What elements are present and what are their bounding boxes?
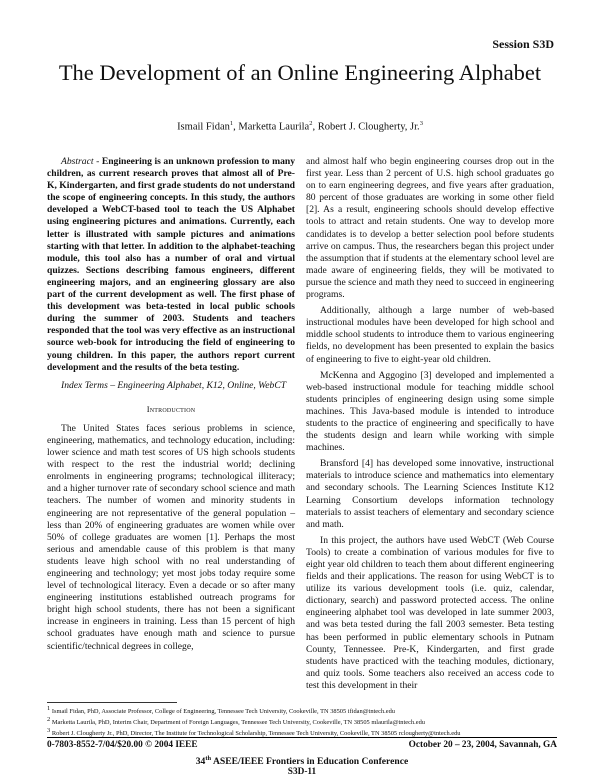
author-line: Ismail Fidan$^1$, Marketta Laurila$^2$, Robert J. Clougherty, Jr.$^3$: [177, 120, 423, 133]
page-number: S3D-11: [287, 767, 317, 778]
footnote-text: Marketta Laurila, PhD, Interim Chair, Department of Foreign Languages, Tennessee Tech University, Cookeville, TN 38505 mlaurila@tntech.edu: [51, 718, 425, 726]
footnote-text: Ismail Fidan, PhD, Associate Professor, College of Engineering, Tennessee Tech University, Cookeville, TN 38505 ifidan@tntech.edu: [51, 708, 395, 716]
conference-ordinal: 34: [195, 756, 206, 768]
footnote: [47, 716, 557, 727]
footnote: [47, 727, 557, 738]
index-terms: Index Terms – Engineering Alphabet, K12, Online, WebCT: [61, 379, 287, 391]
body-paragraph: and almost half who begin engineering courses drop out in the first year. Less than 2 percent of U.S. high school graduates go on to earn engineering degrees, and five years after graduation, 80 percent of those graduates are working in some other field [2]. As a result, engineering schools should develop effective tools to attract and retain students. One way to develop more candidates is to develop a better selection pool before students arrive on campus. Thus, the researchers began this project under the assumption that if students at the elementary school level are made aware of engineering fields, they will be motivated to pursue the science and math they need to succeed in engineering programs.: [306, 156, 554, 301]
paper-title: The Development of an Online Engineering Alphabet: [58, 60, 542, 85]
abstract-separator: -: [93, 156, 102, 167]
footnote-mark: 3: [47, 726, 51, 734]
author-name: Ismail Fidan: [177, 121, 230, 133]
conference-ordinal-suffix: th: [205, 755, 212, 762]
conference-dates: October 20 – 23, 2004, Savannah, GA: [408, 740, 557, 750]
conference-title: ASEE/IEEE Frontiers in Education Conference: [211, 756, 409, 768]
footnote-mark: 2: [47, 715, 51, 723]
left-column: [47, 156, 295, 657]
abstract-label: Abstract: [61, 156, 94, 167]
abstract: [47, 156, 295, 374]
introduction-paragraph: The United States faces serious problems in science, engineering, mathematics, and technology education, including: lower science and math test scores of US high schools students with respect to the rest the industrial world; declining enrolments in engineering programs; technological illiteracy; and a higher turnover rate of secondary school science and math teachers. The number of women and minority students in engineering are not representative of the general population – less than 20% of engineering graduates are women while over 50% of college graduates are women [1]. Perhaps the most serious and amendable cause of this problem is that many students leave high school with no real understanding of engineering and technology; yet most jobs today require some level of technological literacy. Even a decade or so after many engineering institutions established outreach programs for bright high school students, there has not been a significant increase in engineers in training. Less than 15 percent of high school graduates have enough math and science to pursue scientific/technical degrees in college,: [47, 422, 295, 652]
body-paragraph: McKenna and Aggogino [3] developed and implemented a web-based instructional module for teaching middle school students principles of engineering design using some simple machines. This Java-based module is intended to introduce students to the practice of engineering and specifically to have the students design and learn while working with simple machines.: [306, 369, 554, 454]
author-name: Marketta Laurila: [238, 121, 310, 133]
right-column: [306, 156, 554, 696]
section-heading-introduction: Introduction: [146, 403, 196, 414]
isbn-copyright: 0-7803-8552-7/04/$20.00 © 2004 IEEE: [47, 740, 198, 750]
body-paragraph: Additionally, although a large number of web-based instructional modules have been developed for high school and middle school students to introduce them to various engineering fields, no development has been presented to explain the basics of engineering to five to eight-year old children.: [306, 305, 554, 365]
author-footnote-mark: 2: [309, 120, 313, 127]
footnotes: [47, 705, 557, 737]
session-label: Session S3D: [492, 37, 554, 51]
body-paragraph: In this project, the authors have used WebCT (Web Course Tools) to create a combination of various modules for five to eight year old children to teach them about different engineering fields and their applications. The reason for using WebCT is to utilize its various development tools (i.e. quiz, calendar, dictionary, search) and password protected access. The online engineering alphabet tool was developed in late summer 2003, and was beta tested during the fall 2003 semester. Beta testing has been performed in public elementary schools in Putnam County, Tennessee. Pre-K, Kindergarten, and first grade students have practiced with the teaching modules, dictionary, and quiz tools. Some teachers also received an access code to test this development in their: [306, 534, 554, 691]
abstract-text: Engineering is an unknown profession to many children, as current research proves that almost all of Pre-K, Kindergarten, and first grade students do not understand the scope of engineering concepts. In this study, the authors developed a WebCT-based tool to teach the US Alphabet using engineering pictures and animations. Currently, each letter is illustrated with sample pictures and animations starting with that letter. In addition to the alphabet-teaching module, this tool also has a number of oral and virtual quizzes. Sections describing famous engineers, different engineering majors, and an engineering glossary are also part of the current development as well. The first phase of this development was beta-tested in local public schools during the summer of 2003. Students and teachers responded that the tool was very effective as an instructional source web-book for introducing the field of engineering to young children. In this paper, the authors report current development and the results of the beta testing.: [47, 156, 295, 373]
author-footnote-mark: 3: [419, 120, 423, 127]
author-footnote-mark: 1: [229, 120, 234, 127]
page-footer: [47, 737, 557, 778]
footnote-mark: 1: [47, 705, 51, 712]
author-name: Robert J. Clougherty, Jr.: [317, 121, 420, 133]
conference-name: [47, 753, 557, 767]
footnote: [47, 705, 557, 716]
body-paragraph: Bransford [4] has developed some innovative, instructional materials to introduce science and mathematics into elementary and secondary schools. The Learning Sciences Institute K12 Learning Consortium develops information technology materials to assist teachers of elementary and secondary science and math.: [306, 458, 554, 530]
footnote-text: Robert J. Clougherty Jr., PhD, Director, The Institute for Technological Scholarship, Tennessee Tech University, Cookeville, TN 38505 rclougherty@tntech.edu: [51, 729, 461, 737]
footnote-divider: [47, 702, 177, 703]
